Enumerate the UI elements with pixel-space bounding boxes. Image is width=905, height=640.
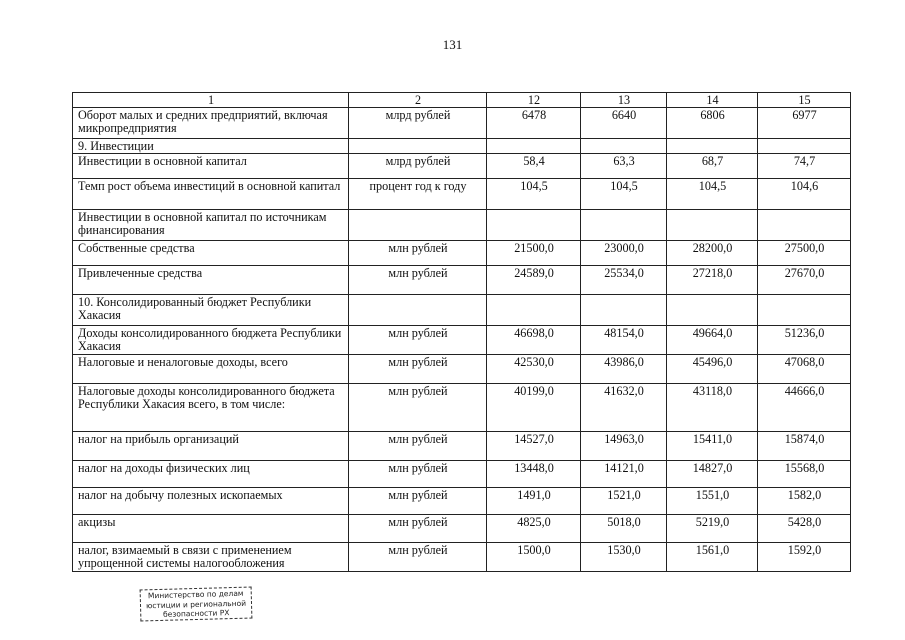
row-value-cell: 24589,0 [487,266,581,295]
row-unit-cell: млрд рублей [349,154,487,179]
row-unit-cell: млн рублей [349,355,487,384]
row-value-cell [758,210,851,241]
row-name-cell: налог на доходы физических лиц [73,461,349,488]
table-row [73,515,851,543]
row-name-cell: Инвестиции в основной капитал по источникам финансирования [73,210,349,241]
row-value-cell [758,295,851,326]
row-name-cell: 9. Инвестиции [73,139,349,154]
row-name-cell: Налоговые доходы консолидированного бюджета Республики Хакасия всего, в том числе: [73,384,349,432]
row-value-cell: 14527,0 [487,432,581,461]
table-row [73,326,851,355]
row-name-cell: Налоговые и неналоговые доходы, всего [73,355,349,384]
row-value-cell [758,139,851,154]
row-value-cell: 1500,0 [487,543,581,572]
row-name-cell: Темп рост объема инвестиций в основной капитал [73,179,349,210]
row-value-cell: 1491,0 [487,488,581,515]
table-header-row [73,93,851,108]
row-value-cell [487,295,581,326]
table-row [73,241,851,266]
table-row [73,355,851,384]
row-value-cell: 47068,0 [758,355,851,384]
row-value-cell [667,295,758,326]
row-unit-cell: млн рублей [349,384,487,432]
row-value-cell: 1521,0 [581,488,667,515]
row-value-cell: 1551,0 [667,488,758,515]
row-name-cell: Инвестиции в основной капитал [73,154,349,179]
row-value-cell: 43986,0 [581,355,667,384]
row-unit-cell: млрд рублей [349,108,487,139]
row-value-cell: 6640 [581,108,667,139]
row-name-cell: Оборот малых и средних предприятий, включая микропредприятия [73,108,349,139]
row-value-cell: 1561,0 [667,543,758,572]
row-value-cell: 5219,0 [667,515,758,543]
row-unit-cell [349,295,487,326]
row-name-cell: налог на прибыль организаций [73,432,349,461]
row-value-cell: 6478 [487,108,581,139]
row-unit-cell [349,139,487,154]
table-row [73,139,851,154]
row-value-cell [581,139,667,154]
row-value-cell: 41632,0 [581,384,667,432]
row-value-cell: 1582,0 [758,488,851,515]
row-value-cell: 14963,0 [581,432,667,461]
row-value-cell: 15568,0 [758,461,851,488]
row-name-cell: Привлеченные средства [73,266,349,295]
row-value-cell: 48154,0 [581,326,667,355]
table-row [73,210,851,241]
row-name-cell: налог на добычу полезных ископаемых [73,488,349,515]
row-unit-cell: млн рублей [349,543,487,572]
row-value-cell: 27500,0 [758,241,851,266]
row-value-cell: 1530,0 [581,543,667,572]
table-row [73,266,851,295]
row-value-cell [667,139,758,154]
data-table [72,92,851,572]
table-row [73,461,851,488]
table-row [73,179,851,210]
row-value-cell: 13448,0 [487,461,581,488]
row-value-cell: 15874,0 [758,432,851,461]
table-row [73,154,851,179]
header-cell: 12 [487,93,581,108]
row-unit-cell [349,210,487,241]
header-cell: 13 [581,93,667,108]
row-value-cell: 28200,0 [667,241,758,266]
row-value-cell: 6977 [758,108,851,139]
stamp-line: безопасности РХ [162,608,230,619]
row-unit-cell: процент год к году [349,179,487,210]
row-value-cell: 27670,0 [758,266,851,295]
row-value-cell: 6806 [667,108,758,139]
row-name-cell: акцизы [73,515,349,543]
row-value-cell: 5018,0 [581,515,667,543]
row-value-cell: 15411,0 [667,432,758,461]
row-value-cell: 104,5 [487,179,581,210]
stamp-line: Министерство по делам [147,588,244,601]
table-row [73,384,851,432]
registration-stamp [140,587,253,622]
row-value-cell: 23000,0 [581,241,667,266]
table-row [73,295,851,326]
table-row [73,432,851,461]
header-cell: 1 [73,93,349,108]
row-value-cell: 104,5 [667,179,758,210]
header-cell: 14 [667,93,758,108]
row-value-cell: 43118,0 [667,384,758,432]
row-value-cell: 58,4 [487,154,581,179]
row-unit-cell: млн рублей [349,488,487,515]
table-row [73,488,851,515]
row-value-cell: 46698,0 [487,326,581,355]
row-value-cell: 44666,0 [758,384,851,432]
row-value-cell [667,210,758,241]
row-unit-cell: млн рублей [349,432,487,461]
row-value-cell: 25534,0 [581,266,667,295]
row-unit-cell: млн рублей [349,515,487,543]
row-value-cell: 68,7 [667,154,758,179]
row-value-cell: 1592,0 [758,543,851,572]
row-value-cell: 45496,0 [667,355,758,384]
row-value-cell: 27218,0 [667,266,758,295]
row-value-cell: 4825,0 [487,515,581,543]
row-value-cell: 49664,0 [667,326,758,355]
row-value-cell: 51236,0 [758,326,851,355]
row-value-cell [581,210,667,241]
row-unit-cell: млн рублей [349,241,487,266]
row-value-cell: 14827,0 [667,461,758,488]
stamp-line: юстиции и региональной [145,598,247,610]
row-name-cell: Собственные средства [73,241,349,266]
row-value-cell: 104,6 [758,179,851,210]
row-value-cell: 74,7 [758,154,851,179]
row-value-cell: 40199,0 [487,384,581,432]
row-value-cell [487,139,581,154]
row-value-cell: 14121,0 [581,461,667,488]
row-name-cell: Доходы консолидированного бюджета Республики Хакасия [73,326,349,355]
row-value-cell [581,295,667,326]
row-value-cell: 5428,0 [758,515,851,543]
row-value-cell [487,210,581,241]
row-value-cell: 104,5 [581,179,667,210]
row-unit-cell: млн рублей [349,326,487,355]
header-cell: 15 [758,93,851,108]
row-name-cell: налог, взимаемый в связи с применением упрощенной системы налогообложения [73,543,349,572]
page-number: 131 [442,37,463,52]
row-value-cell: 63,3 [581,154,667,179]
row-value-cell: 21500,0 [487,241,581,266]
row-name-cell: 10. Консолидированный бюджет Республики Хакасия [73,295,349,326]
table-row [73,108,851,139]
table-row [73,543,851,572]
row-unit-cell: млн рублей [349,266,487,295]
row-value-cell: 42530,0 [487,355,581,384]
header-cell: 2 [349,93,487,108]
row-unit-cell: млн рублей [349,461,487,488]
